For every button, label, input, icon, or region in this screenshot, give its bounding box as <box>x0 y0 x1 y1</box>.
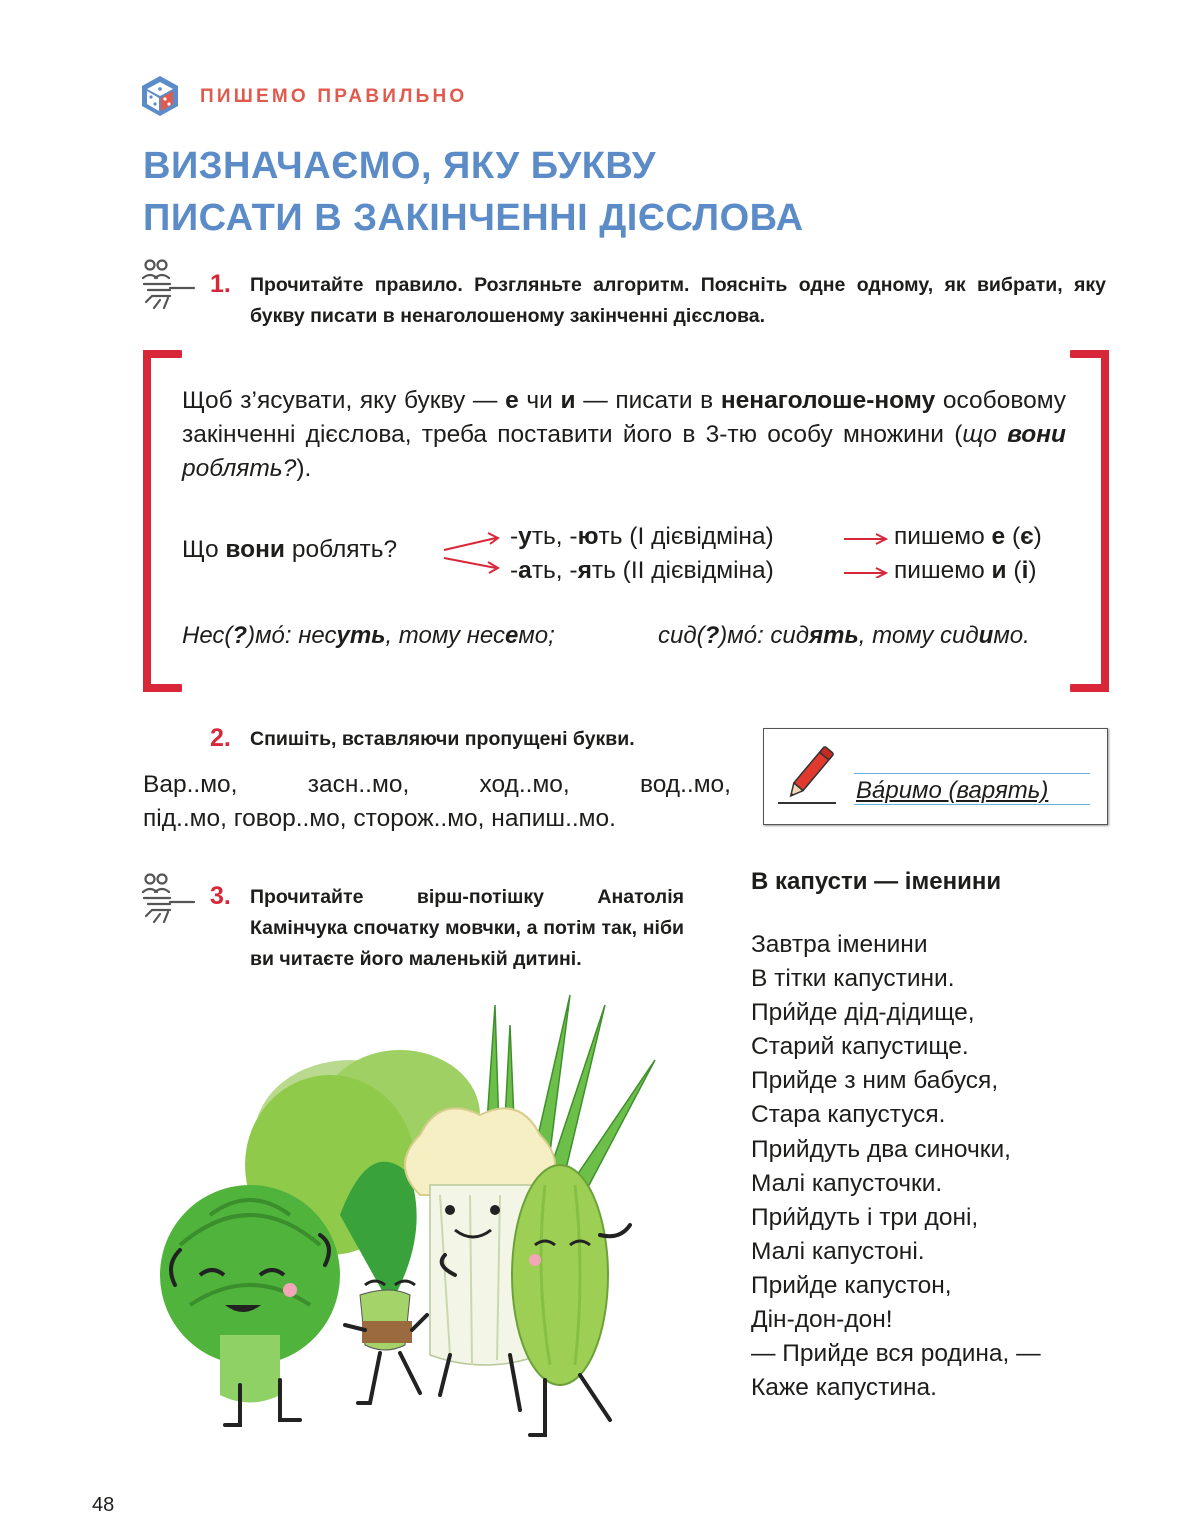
rule-bracket-right <box>1070 350 1110 692</box>
scheme-row-2: -ать, -ять (ІІ дієвідміна) <box>510 557 774 584</box>
rule-example-1: Нес(?)мо́: несуть, тому несемо; <box>182 622 555 649</box>
poem-line: Малі капусточки. <box>751 1169 943 1197</box>
pencil-icon <box>774 737 846 809</box>
scheme-result-1: пишемо е (є) <box>894 523 1042 550</box>
sample-answer: Ва́римо (варять) <box>856 777 1049 804</box>
poem-line: При́йдуть і три доні, <box>751 1203 979 1231</box>
task-number-3: 3. <box>210 882 231 910</box>
poem-line: Прийде з ним бабуся, <box>751 1067 999 1095</box>
dice-icon <box>140 74 180 118</box>
poem-line: Старий капустище. <box>751 1033 969 1061</box>
scheme-question: Що вони роблять? <box>182 536 398 563</box>
poem-line: Каже капустина. <box>751 1374 937 1402</box>
poem-line: Малі капустоні. <box>751 1237 925 1265</box>
scheme-arrows-right <box>842 528 890 578</box>
poem-line: Стара капустуся. <box>751 1101 946 1129</box>
task-number-1: 1. <box>210 270 231 298</box>
poem-line: — Прийде вся родина, — <box>751 1340 1041 1368</box>
poem-line: При́йде дід-дідище, <box>751 999 975 1027</box>
task-number-2: 2. <box>210 724 231 752</box>
poem-line: Прийде капустон, <box>751 1271 952 1299</box>
poem-line: В тітки капустини. <box>751 965 955 993</box>
task-3-text: Прочитайте вірш-потішку Анатолія Камінчука спочатку мовчки, а потім так, ніби ви читаєте його маленькій дитині. <box>250 886 684 970</box>
scheme-result-2: пишемо и (і) <box>894 557 1037 584</box>
pair-work-icon <box>140 258 196 314</box>
section-label: ПИШЕМО ПРАВИЛЬНО <box>200 86 468 107</box>
poem-title: В капусти — іменини <box>751 868 1002 895</box>
poem-line: Прийдуть два синочки, <box>751 1135 1011 1163</box>
poem-text <box>751 928 1041 1405</box>
scheme-row-1: -уть, -ють (І дієвідміна) <box>510 523 774 550</box>
page-number: 48 <box>92 1494 115 1516</box>
poem-line: Завтра іменини <box>751 931 928 958</box>
title-line-2: ПИСАТИ В ЗАКІНЧЕННІ ДІЄСЛОВА <box>143 197 804 239</box>
exercise-2-words: Вар..мо, засн..мо, ход..мо, вод..мо, під..мо, говор..мо, сторож..мо, напиш..мо. <box>143 771 731 832</box>
poem-line: Дін-дон-дон! <box>751 1306 893 1334</box>
sample-answer-box <box>763 728 1108 825</box>
title-line-1: ВИЗНАЧАЄМО, ЯКУ БУКВУ <box>143 145 657 187</box>
task-1-text: Прочитайте правило. Розгляньте алгоритм. Поясніть одне одному, як вибрати, яку букву писати в ненаголошеному закінченні дієслова. <box>250 274 1106 327</box>
page-title <box>143 140 804 244</box>
rule-text: Щоб з’ясувати, яку букву — е чи и — писати в ненаголоше-ному особовому закінченні дієслова, треба поставити його в 3-тю особу множини (що вони роблять?). <box>182 387 1067 482</box>
vegetables-illustration <box>150 985 670 1445</box>
rule-bracket-left <box>142 350 182 692</box>
task-2-text: Спишіть, вставляючи пропущені букви. <box>250 728 635 750</box>
scheme-arrows-left <box>440 528 510 578</box>
rule-example-2: сид(?)мо́: сидять, тому сидимо. <box>658 622 1030 649</box>
pair-work-icon <box>140 872 196 928</box>
